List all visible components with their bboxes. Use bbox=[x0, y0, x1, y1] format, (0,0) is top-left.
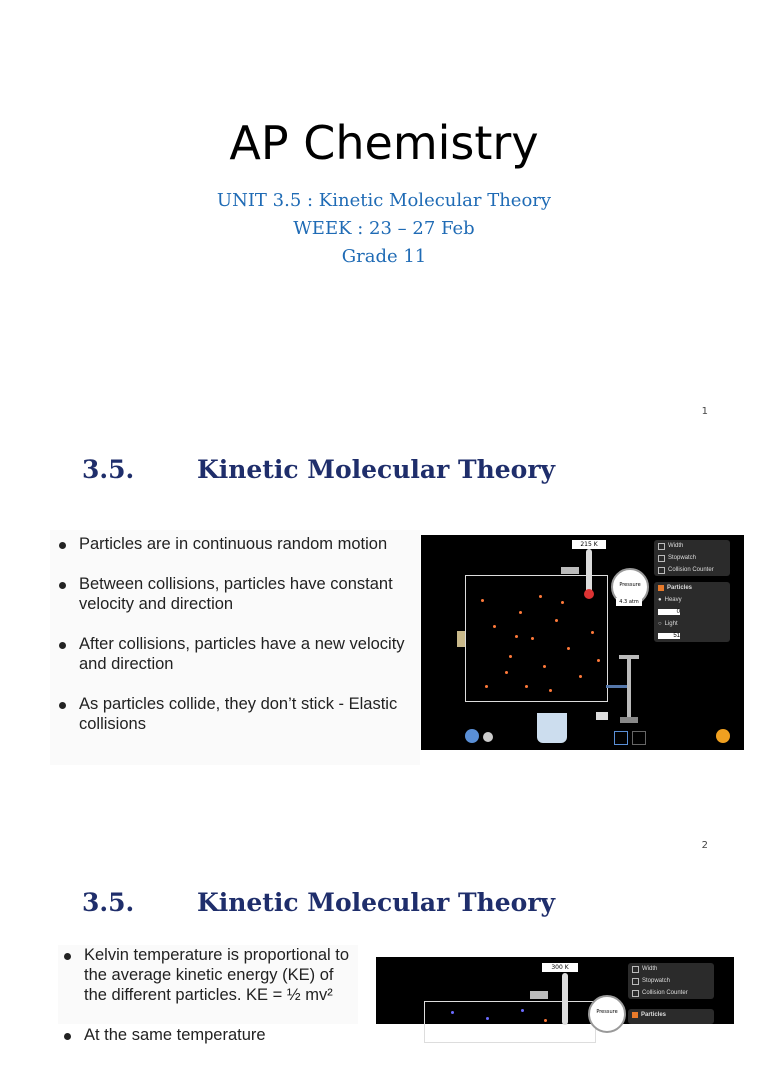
particle bbox=[485, 685, 488, 688]
page-number-1: 1 bbox=[701, 406, 708, 417]
particles-label: Particles bbox=[667, 585, 693, 591]
heavy-count[interactable]: 0 bbox=[658, 609, 680, 615]
width-checkbox-2[interactable] bbox=[632, 966, 639, 973]
stopwatch-checkbox-2[interactable] bbox=[632, 978, 639, 985]
heavy-radio-icon[interactable]: ● bbox=[658, 597, 662, 603]
container-handle[interactable] bbox=[457, 631, 465, 647]
bullet-item: Particles are in continuous random motion bbox=[55, 534, 420, 554]
temperature-readout-2[interactable]: 300 K bbox=[542, 963, 578, 972]
particles-panel bbox=[654, 582, 730, 642]
pressure-gauge: Pressure bbox=[611, 568, 649, 606]
collision-label-2: Collision Counter bbox=[642, 990, 688, 996]
bullet-item: As particles collide, they don’t stick - Elastic collisions bbox=[55, 694, 420, 734]
particles-label-2: Particles bbox=[641, 1012, 667, 1018]
step-button[interactable] bbox=[483, 732, 493, 742]
slide2-heading: Kinetic Molecular Theory bbox=[197, 455, 556, 484]
particle bbox=[561, 601, 564, 604]
particle bbox=[509, 655, 512, 658]
particle bbox=[521, 1009, 524, 1012]
particle bbox=[543, 665, 546, 668]
light-option[interactable] bbox=[654, 618, 730, 630]
view-toggle-b[interactable] bbox=[632, 731, 646, 745]
heavy-spinner[interactable] bbox=[654, 606, 730, 618]
pump-base bbox=[620, 717, 638, 723]
options-panel-2 bbox=[628, 963, 714, 999]
bullet-item: At the same temperature bbox=[60, 1025, 350, 1045]
pressure-readout: 4.3 atm bbox=[616, 598, 642, 606]
bullet-item: Kelvin temperature is proportional to the average kinetic energy (KE) of the different particles. KE = ½ mv² bbox=[60, 945, 350, 1005]
particle bbox=[579, 675, 582, 678]
gas-simulation bbox=[421, 535, 744, 750]
particle bbox=[486, 1017, 489, 1020]
slide1-grade: Grade 11 bbox=[341, 246, 427, 267]
particles-header[interactable] bbox=[654, 582, 730, 594]
collision-checkbox[interactable] bbox=[658, 567, 665, 574]
reset-all-button[interactable] bbox=[716, 729, 730, 743]
slide3-heading: Kinetic Molecular Theory bbox=[197, 888, 556, 917]
heavy-option[interactable] bbox=[654, 594, 730, 606]
slide2-bullet-area bbox=[50, 530, 420, 765]
stopwatch-label-2: Stopwatch bbox=[642, 978, 671, 984]
light-label: Light bbox=[664, 621, 678, 627]
view-toggle-a[interactable] bbox=[614, 731, 628, 745]
light-radio-icon[interactable]: ○ bbox=[658, 621, 662, 627]
slide3-bullet-list bbox=[60, 945, 350, 1065]
stopwatch-label: Stopwatch bbox=[668, 555, 697, 561]
stopwatch-option-2[interactable] bbox=[628, 975, 714, 987]
light-count[interactable]: 51 bbox=[658, 633, 680, 639]
slide1-title: AP Chemistry bbox=[229, 116, 539, 170]
heater-bucket[interactable] bbox=[537, 713, 567, 743]
width-label-2: Width bbox=[642, 966, 658, 972]
pump-hose bbox=[606, 685, 627, 688]
particle bbox=[451, 1011, 454, 1014]
lid-handle[interactable] bbox=[561, 567, 579, 574]
particle bbox=[597, 659, 600, 662]
particle bbox=[544, 1019, 547, 1022]
slide1-unit: UNIT 3.5 : Kinetic Molecular Theory bbox=[216, 190, 552, 211]
slide1-week: WEEK : 23 – 27 Feb bbox=[293, 218, 475, 239]
bullet-item: After collisions, particles have a new velocity and direction bbox=[55, 634, 420, 674]
lid-handle-2[interactable] bbox=[530, 991, 548, 999]
particle bbox=[539, 595, 542, 598]
particle bbox=[567, 647, 570, 650]
width-option[interactable] bbox=[654, 540, 730, 552]
temperature-readout[interactable]: 215 K bbox=[572, 540, 606, 549]
pressure-gauge-2: Pressure bbox=[588, 995, 626, 1033]
width-option-2[interactable] bbox=[628, 963, 714, 975]
slide2-bullet-list bbox=[55, 534, 420, 754]
particle bbox=[525, 685, 528, 688]
particle bbox=[481, 599, 484, 602]
particle bbox=[549, 689, 552, 692]
particle bbox=[519, 611, 522, 614]
collision-option[interactable] bbox=[654, 564, 730, 576]
width-label: Width bbox=[668, 543, 684, 549]
reset-lid-button[interactable] bbox=[596, 712, 608, 720]
stopwatch-option[interactable] bbox=[654, 552, 730, 564]
stopwatch-checkbox[interactable] bbox=[658, 555, 665, 562]
particle bbox=[515, 635, 518, 638]
options-panel bbox=[654, 540, 730, 576]
slide3-bullet-area bbox=[58, 945, 358, 1044]
slide2-number: 3.5. bbox=[82, 455, 135, 484]
gas-simulation-2 bbox=[376, 957, 734, 1024]
collision-label: Collision Counter bbox=[668, 567, 714, 573]
thermometer-bulb bbox=[584, 589, 594, 599]
collision-checkbox-2[interactable] bbox=[632, 990, 639, 997]
particle bbox=[505, 671, 508, 674]
particle bbox=[555, 619, 558, 622]
collapse-icon[interactable] bbox=[632, 1012, 638, 1018]
particles-header-2[interactable] bbox=[628, 1009, 714, 1021]
width-checkbox[interactable] bbox=[658, 543, 665, 550]
light-spinner[interactable] bbox=[654, 630, 730, 642]
gas-container-2 bbox=[424, 1001, 596, 1043]
particle bbox=[493, 625, 496, 628]
collapse-icon[interactable] bbox=[658, 585, 664, 591]
page-number-2: 2 bbox=[701, 840, 708, 851]
pump-handle[interactable] bbox=[619, 655, 639, 659]
heavy-label: Heavy bbox=[664, 597, 682, 603]
collision-option-2[interactable] bbox=[628, 987, 714, 999]
slide3-number: 3.5. bbox=[82, 888, 135, 917]
pump-rod bbox=[627, 655, 631, 717]
bullet-item: Between collisions, particles have constant velocity and direction bbox=[55, 574, 420, 614]
pause-button[interactable] bbox=[465, 729, 479, 743]
particle bbox=[591, 631, 594, 634]
particles-panel-2 bbox=[628, 1009, 714, 1024]
particle bbox=[531, 637, 534, 640]
